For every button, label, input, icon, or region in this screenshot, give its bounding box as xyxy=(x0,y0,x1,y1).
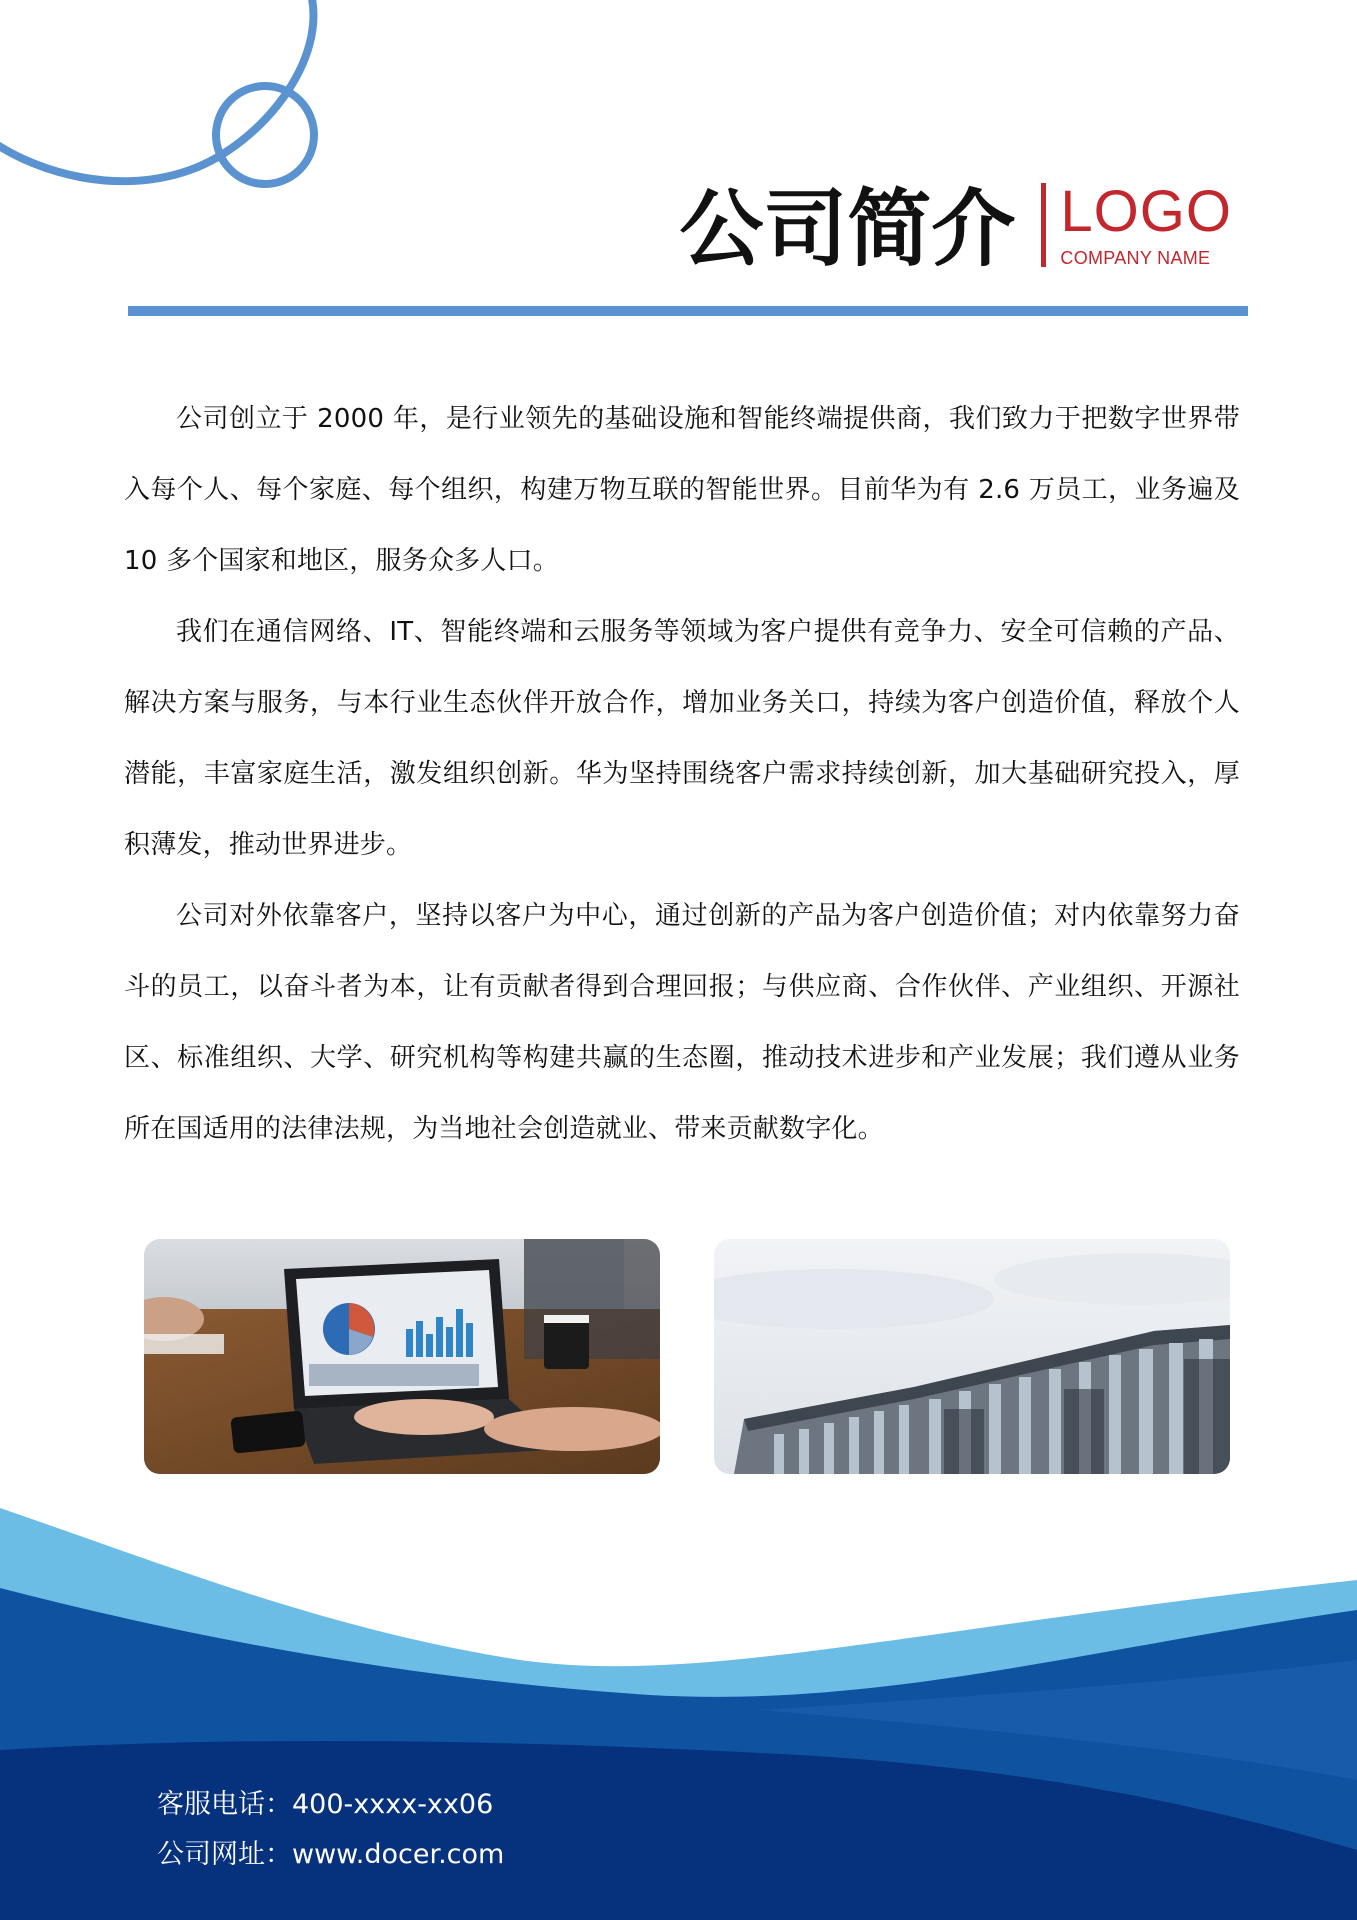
laptop-photo xyxy=(144,1239,660,1474)
logo-text: LOGO xyxy=(1060,179,1232,244)
paragraph-1: 公司创立于 2000 年，是行业领先的基础设施和智能终端提供商，我们致力于把数字世界带入每个人、每个家庭、每个组织，构建万物互联的智能世界。目前华为有 2.6 万员工，业务遍及 10 多个国家和地区，服务众多人口。 xyxy=(124,404,1240,576)
page-header xyxy=(679,170,1232,280)
contact-info xyxy=(157,1780,504,1880)
paragraph-3: 公司对外依靠客户，坚持以客户为中心，通过创新的产品为客户创造价值；对内依靠努力奋斗的员工，以奋斗者为本，让有贡献者得到合理回报；与供应商、合作伙伴、产业组织、开源社区、标准组织、大学、研究机构等构建共赢的生态圈，推动技术进步和产业发展；我们遵从业务所在国适用的法律法规，为当地社会创造就业、带来贡献数字化。 xyxy=(124,901,1240,1144)
website-line: 公司网址：www.docer.com xyxy=(157,1839,505,1870)
paragraph-2: 我们在通信网络、IT、智能终端和云服务等领域为客户提供有竞争力、安全可信赖的产品、解决方案与服务，与本行业生态伙伴开放合作，增加业务关口，持续为客户创造价值，释放个人潜能，丰富家庭生活，激发组织创新。华为坚持围绕客户需求持续创新，加大基础研究投入，厚积薄发，推动世界进步。 xyxy=(124,617,1240,860)
title-rule xyxy=(128,306,1248,316)
intro-content xyxy=(124,384,1240,1165)
company-name: COMPANY NAME xyxy=(1060,248,1211,268)
logo xyxy=(1060,179,1232,268)
decorative-loop-shape xyxy=(0,0,360,220)
building-photo xyxy=(714,1239,1230,1474)
phone-line: 客服电话：400-xxxx-xx06 xyxy=(157,1789,494,1820)
logo-divider xyxy=(1041,183,1046,267)
page-title: 公司简介 xyxy=(679,180,1016,278)
